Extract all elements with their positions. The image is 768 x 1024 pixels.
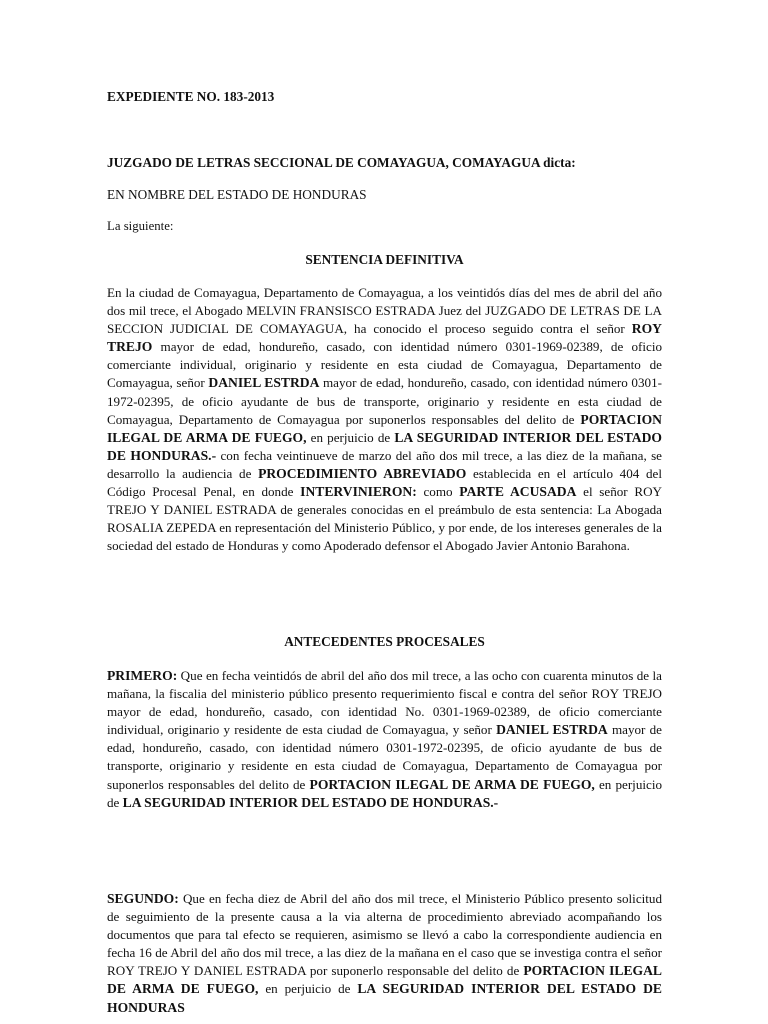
nation-line: EN NOMBRE DEL ESTADO DE HONDURAS <box>107 187 367 202</box>
text-run: como <box>416 484 460 500</box>
text-run: Que en fecha veintidós de abril del año dos mil trece, a las ocho con cuarenta minutos de la mañana, la fiscalia del ministerio público presento requerimiento fiscal e contra del señor ROY TREJO mayor de edad, hondureño, casado, con identidad No. 0301-1969-02389, de oficio comerciante individual, originario y residente de esta ciudad de Comayagua, y señor <box>107 668 662 738</box>
text-run: establecida en el artículo 404 del Código Procesal Penal, en donde <box>107 465 662 500</box>
text-run: en perjuicio de <box>306 429 395 445</box>
expediente-number: EXPEDIENTE NO. 183-2013 <box>107 89 275 104</box>
defendant-name-daniel-estrda: DANIEL ESTRDA <box>208 375 320 391</box>
text-run: en perjuicio de <box>107 776 662 810</box>
text-run: el señor ROY TREJO Y DANIEL ESTRADA de generales conocidas en el preámbulo de esta sentencia: La Abogada ROSALIA ZEPEDA en representación del Ministerio Público, y por ende, de los intereses generales de la sociedad del estado de Honduras y como Apoderado defensor el Abogado Javier Antonio Barahona. <box>107 484 663 554</box>
victim-name: LA SEGURIDAD INTERIOR DEL ESTADO DE HONDURAS <box>107 981 662 1015</box>
intro-line: La siguiente: <box>107 219 174 233</box>
section-title-antecedentes: ANTECEDENTES PROCESALES <box>284 634 485 649</box>
procedure-name: PROCEDIMIENTO ABREVIADO <box>258 465 467 481</box>
intervened-label: INTERVINIERON: <box>300 484 417 500</box>
text-run: En la ciudad de Comayagua, Departamento de Comayagua, a los veintidós días del mes de abril del año dos mil trece, el Abogado MELVIN FRANSISCO ESTRADA Juez del JUZGADO DE LETRAS DE LA SECCION JUDICIAL DE COMAYAGUA, ha conocido el proceso seguido contra el señor <box>107 285 662 337</box>
paragraph-primero <box>107 667 662 812</box>
text-run: mayor de edad, hondureño, casado, con identidad número 0301-1969-02389, de oficio comerciante individual, originario y residente en esta ciudad de Comayagua, Departamento de Comayagua, señor <box>107 339 662 391</box>
crime-name: PORTACION ILEGAL DE ARMA DE FUEGO, <box>107 411 662 445</box>
accused-party-label: PARTE ACUSADA <box>459 484 577 500</box>
text-run: mayor de edad, hondureño, casado, con identidad número 0301-1972-02395, de oficio ayudante de bus de transporte, originario y residente en esta ciudad de Comayagua, Departamento de Comayagua por suponerlos responsables del delito de <box>107 722 662 792</box>
defendant-name-daniel-estrda: DANIEL ESTRDA <box>496 722 608 738</box>
clause-label-segundo: SEGUNDO: <box>107 891 179 906</box>
paragraph-preamble <box>107 284 662 555</box>
text-run: Que en fecha diez de Abril del año dos mil trece, el Ministerio Público presento solicitud de seguimiento de la presente causa a la via alterna de procedimiento abreviado acompañando los documentos que para tal efecto se requieren, asimismo se llevó a cabo la correspondiente audiencia en fecha 16 de Abril del año dos mil trece, a las diez de la mañana en el caso que se investiga contra el señor ROY TREJO Y DANIEL ESTRADA por suponerlo responsable del delito de <box>107 891 662 979</box>
court-heading: JUZGADO DE LETRAS SECCIONAL DE COMAYAGUA, COMAYAGUA dicta: <box>107 155 576 170</box>
clause-label-primero: PRIMERO: <box>107 668 178 683</box>
crime-name: PORTACION ILEGAL DE ARMA DE FUEGO, <box>107 963 662 997</box>
paragraph-segundo <box>107 890 662 1024</box>
sentence-title: SENTENCIA DEFINITIVA <box>305 252 464 267</box>
text-run: mayor de edad, hondureño, casado, con identidad número 0301-1972-02395, de oficio ayudante de bus de transporte, originario y residente en esta ciudad de Comayagua, Departamento de Comayagua por suponerlos responsables del delito de <box>107 375 662 427</box>
text-run: con fecha veintinueve de marzo del año dos mil trece, a las diez de la mañana, se desarrollo la audiencia de <box>107 447 662 481</box>
victim-name: LA SEGURIDAD INTERIOR DEL ESTADO DE HONDURAS.- <box>122 794 499 810</box>
victim-name: LA SEGURIDAD INTERIOR DEL ESTADO DE HONDURAS.- <box>107 429 662 463</box>
crime-name: PORTACION ILEGAL DE ARMA DE FUEGO, <box>309 776 595 792</box>
text-run: en perjuicio de <box>258 981 358 997</box>
defendant-name-roy-trejo: ROY TREJO <box>107 321 662 355</box>
